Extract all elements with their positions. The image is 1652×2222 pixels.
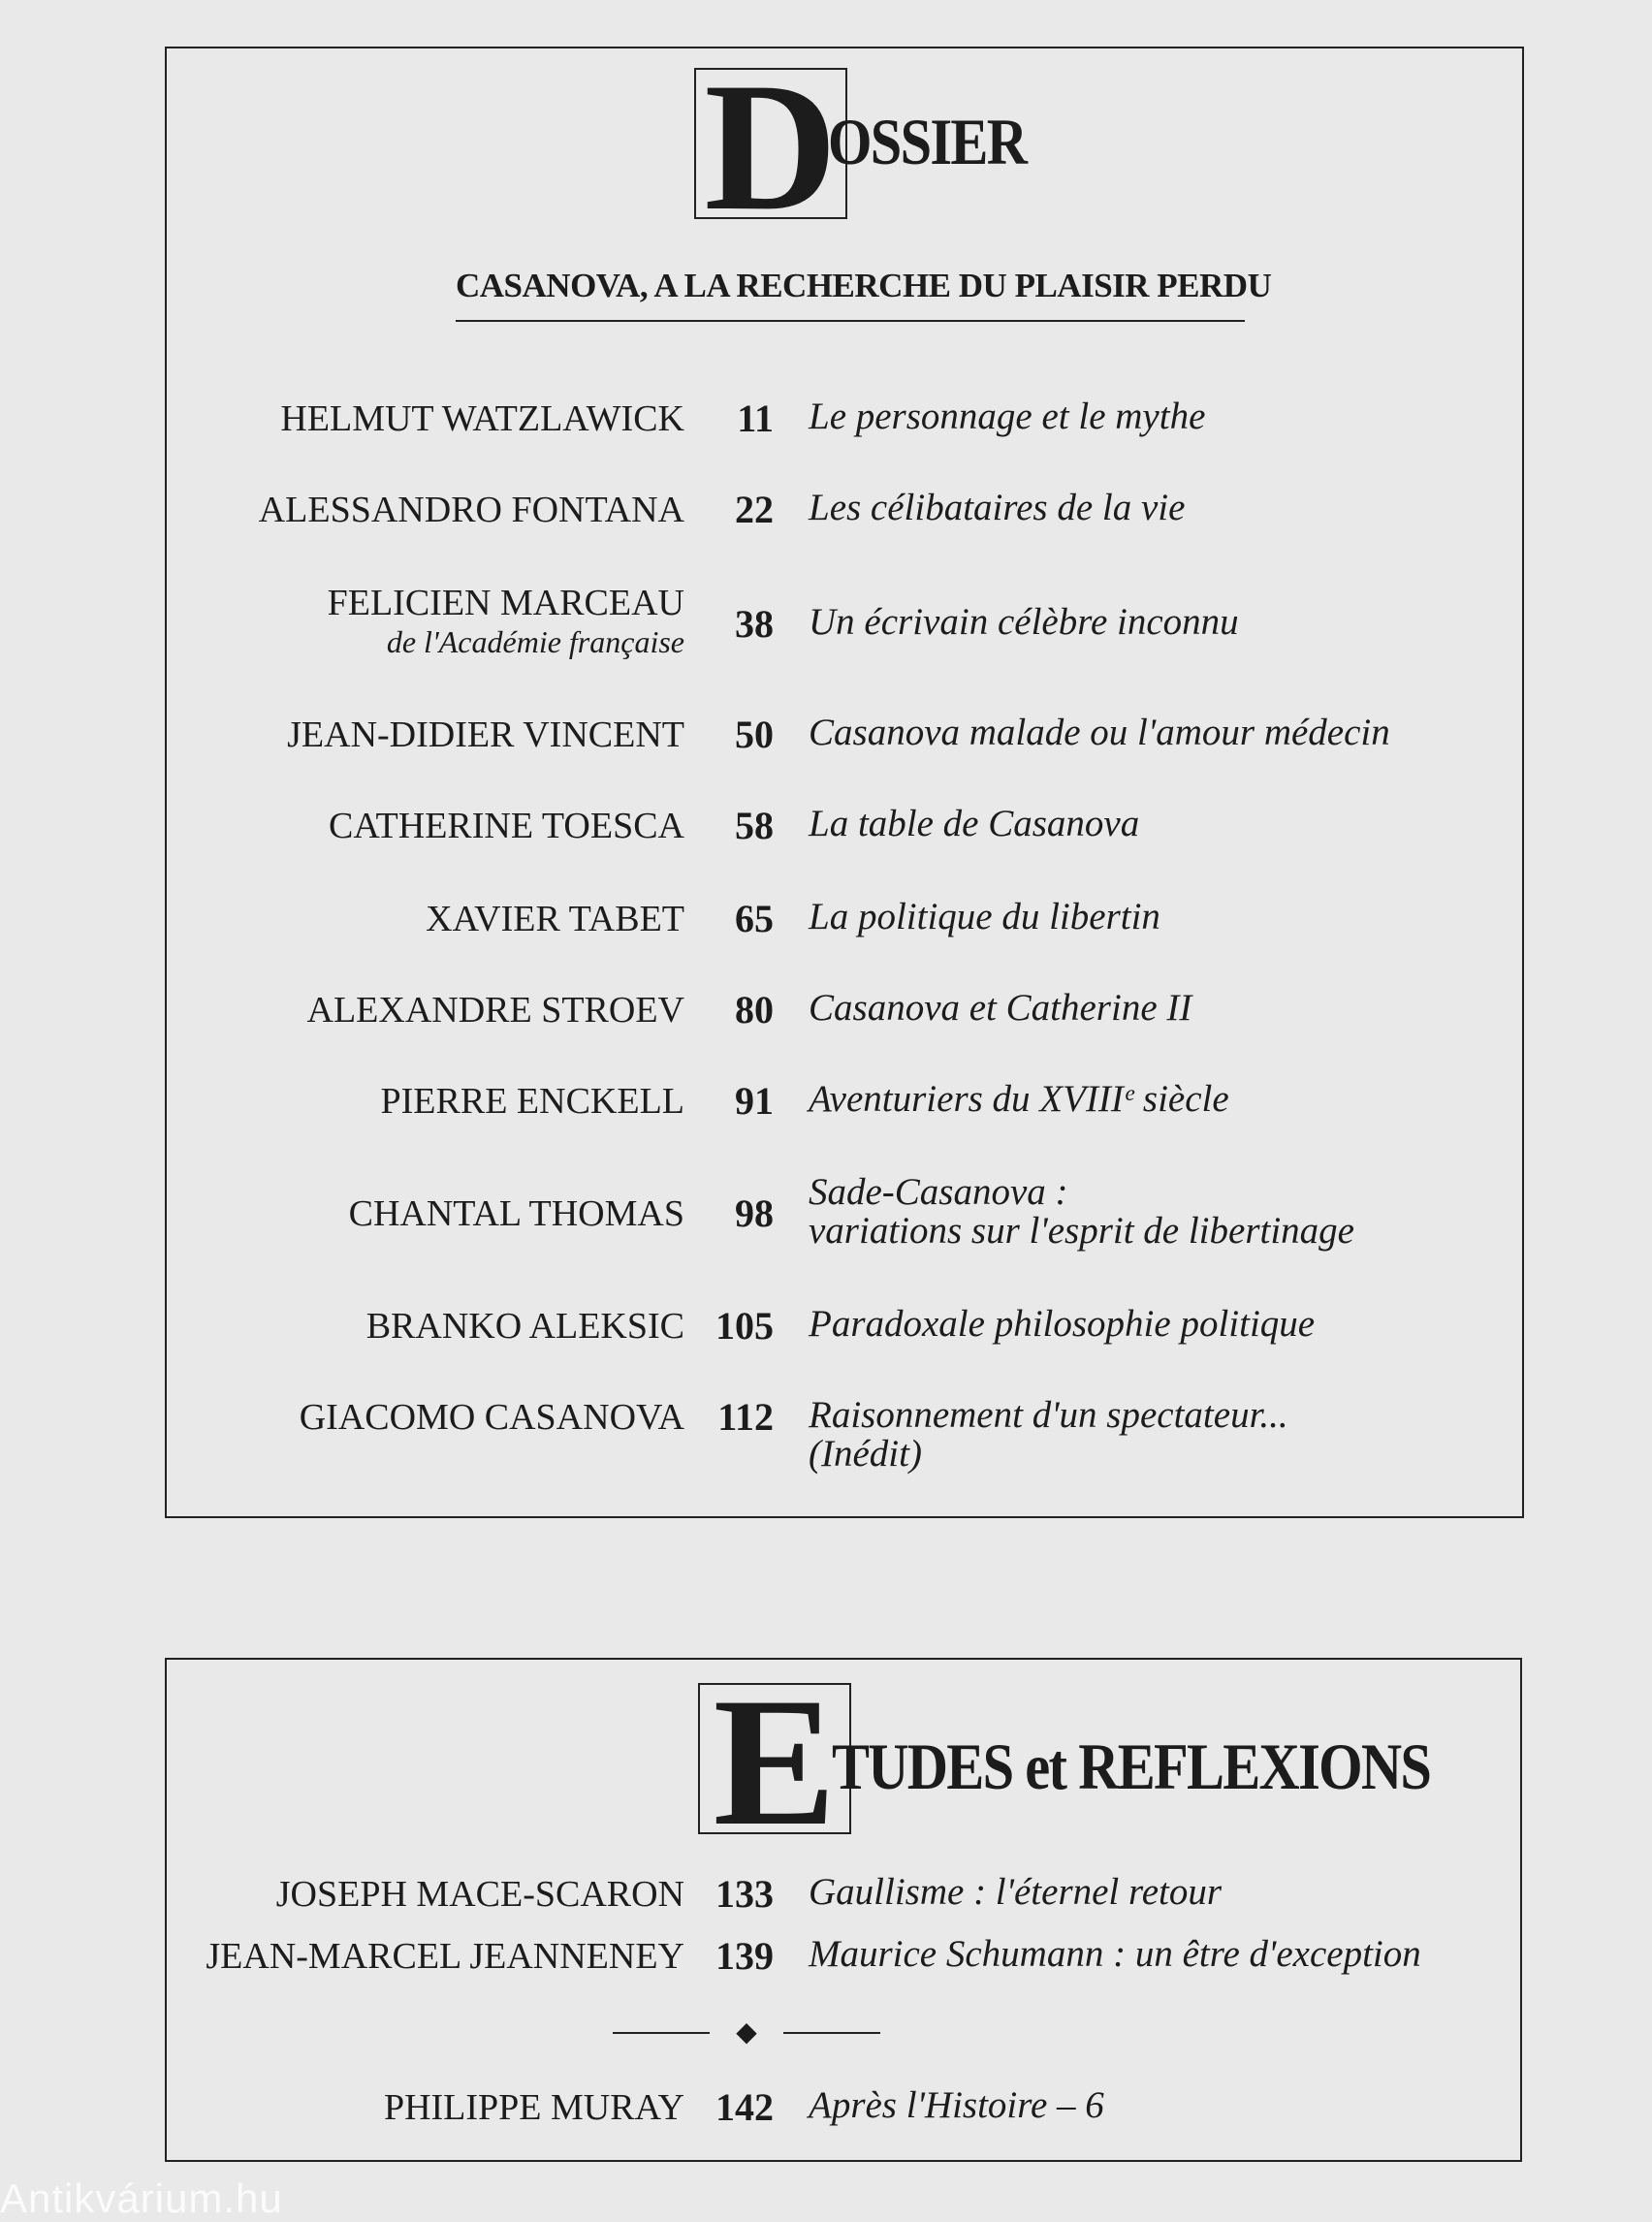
dossier-subtitle: CASANOVA, A LA RECHERCHE DU PLAISIR PERDU (456, 262, 1245, 322)
entry-author: JEAN-MARCEL JEANNENEY (206, 1936, 684, 1977)
entry-page: 65 (735, 897, 774, 940)
entry-author: ALEXANDRE STROEV (306, 990, 684, 1031)
entry-title: Paradoxale philosophie politique (809, 1303, 1316, 1345)
entry-author: CATHERINE TOESCA (328, 806, 684, 846)
entry-author: BRANKO ALEKSIC (365, 1306, 684, 1347)
dossier-heading-rest: OSSIER (828, 105, 1027, 178)
entry-page: 58 (735, 804, 774, 847)
entry-title: Le personnage et le mythe (809, 396, 1206, 437)
divider-rule-right (783, 2032, 880, 2034)
entry-author: PHILIPPE MURAY (383, 2087, 684, 2128)
dossier-dropcap: D (694, 68, 847, 219)
entry-title-line1: Sade-Casanova : (809, 1171, 1068, 1213)
divider-rule-left (613, 2032, 710, 2034)
entry-page: 80 (735, 988, 774, 1032)
dossier-heading (694, 46, 1058, 249)
entry-title (809, 1396, 1288, 1474)
entry-author: GIACOMO CASANOVA (299, 1397, 684, 1438)
entry-title: La table de Casanova (809, 803, 1140, 844)
entry-title-line2: (Inédit) (809, 1433, 922, 1475)
section-divider (613, 2018, 880, 2047)
entry-page: 133 (715, 1872, 774, 1916)
entry-page: 91 (735, 1079, 774, 1123)
entry-author: CHANTAL THOMAS (348, 1193, 684, 1234)
entry-author (328, 582, 684, 659)
entry-page: 142 (715, 2085, 774, 2129)
entry-page: 11 (737, 397, 774, 440)
entry-author: ALESSANDRO FONTANA (258, 490, 684, 530)
entry-title-line2: variations sur l'esprit de libertinage (809, 1210, 1354, 1252)
entry-author: XAVIER TABET (426, 899, 684, 939)
entry-author-name: FELICIEN MARCEAU (327, 583, 684, 623)
entry-page: 98 (735, 1191, 774, 1235)
entry-page: 112 (717, 1395, 774, 1439)
entry-page: 139 (715, 1934, 774, 1978)
entry-author-affiliation: de l'Académie française (386, 624, 684, 659)
entry-title: Casanova malade ou l'amour médecin (809, 712, 1390, 753)
entry-author: JEAN-DIDIER VINCENT (287, 714, 684, 755)
entry-title: Gaullisme : l'éternel retour (809, 1871, 1223, 1913)
entry-title: Maurice Schumann : un être d'exception (809, 1933, 1421, 1975)
entry-author: HELMUT WATZLAWICK (280, 398, 684, 439)
entry-page: 105 (715, 1304, 774, 1348)
etudes-heading (698, 1661, 1528, 1864)
etudes-dropcap: E (698, 1683, 851, 1834)
entry-title: Après l'Histoire – 6 (809, 2084, 1104, 2126)
diamond-ornament-icon: ◆ (736, 2017, 757, 2047)
entry-page: 38 (735, 602, 774, 646)
entry-page: 22 (735, 488, 774, 531)
entry-page: 50 (735, 713, 774, 756)
etudes-heading-rest: TUDES et REFLEXIONS (832, 1730, 1431, 1803)
entry-title: Casanova et Catherine II (809, 987, 1192, 1029)
entry-title: Les célibataires de la vie (809, 487, 1186, 528)
entry-title (809, 1173, 1354, 1251)
entry-title: Un écrivain célèbre inconnu (809, 601, 1239, 643)
watermark: Antikvárium.hu (0, 2175, 283, 2221)
entry-title: Aventuriers du XVIIIᵉ siècle (809, 1078, 1229, 1120)
entry-title: La politique du libertin (809, 896, 1160, 937)
entry-title-line1: Raisonnement d'un spectateur... (809, 1394, 1288, 1436)
entry-author: JOSEPH MACE-SCARON (275, 1874, 684, 1915)
entry-author: PIERRE ENCKELL (380, 1081, 684, 1122)
